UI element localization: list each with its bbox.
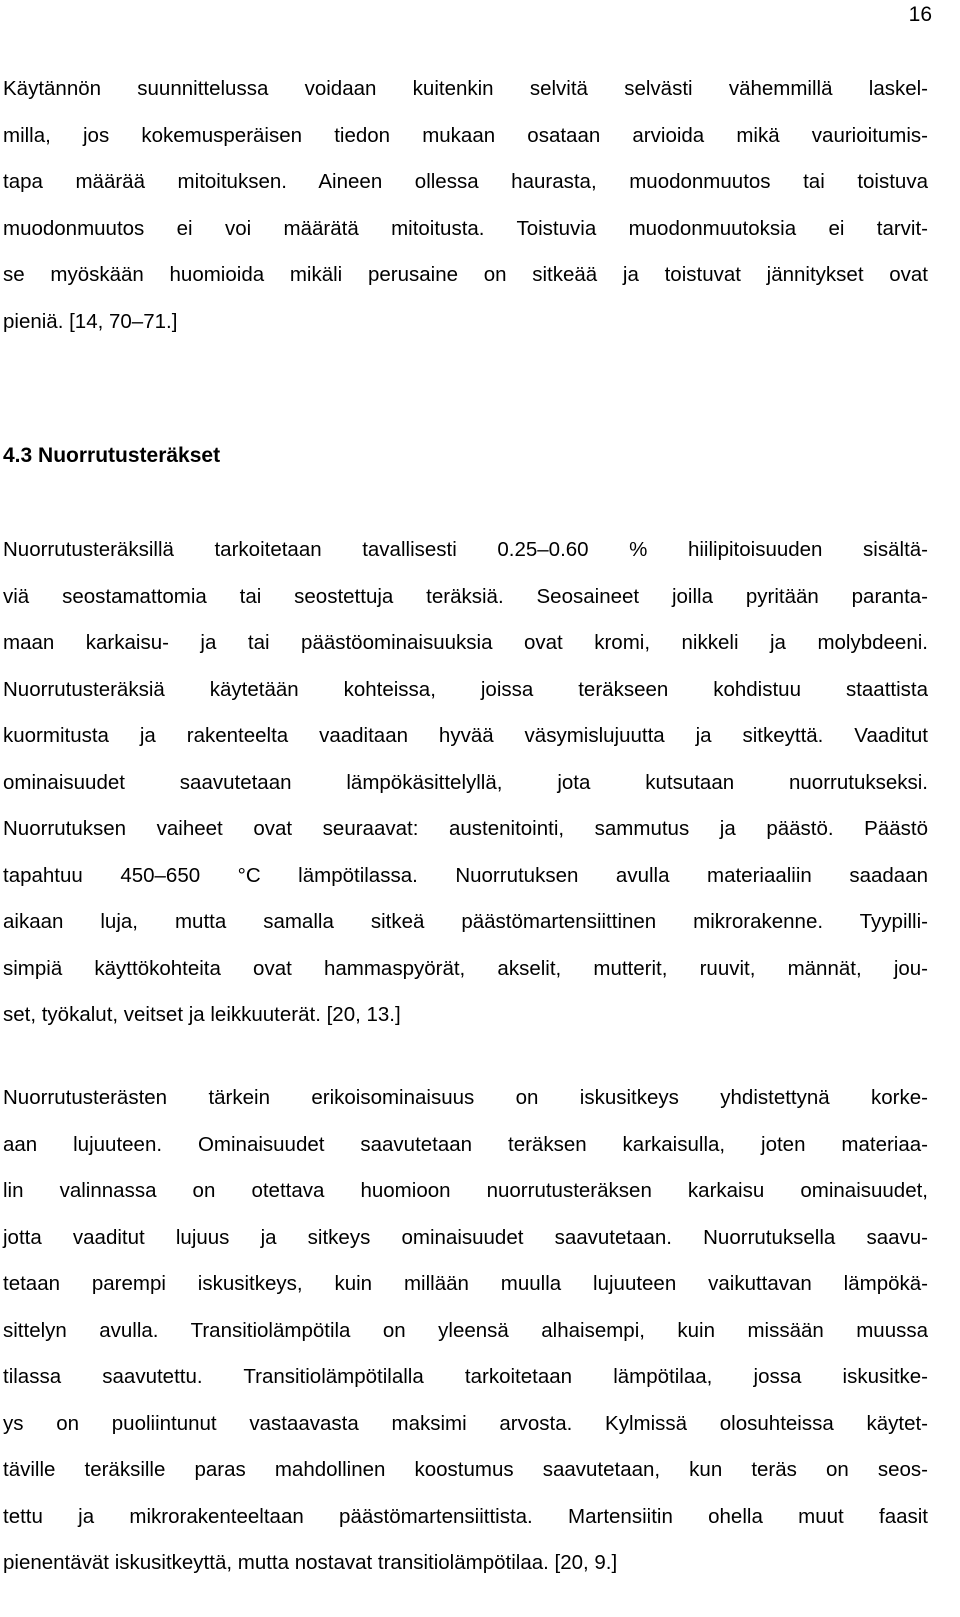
text-line: lin valinnassa on otettava huomioon nuorrutusteräksen karkaisu ominaisuudet,: [3, 1179, 928, 1202]
text-line: tetaan parempi iskusitkeys, kuin millään muulla lujuuteen vaikuttavan lämpökä-: [3, 1272, 928, 1295]
text-line: Nuorrutuksen vaiheet ovat seuraavat: austenitointi, sammutus ja päästö. Päästö: [3, 817, 928, 840]
text-line: tilassa saavutettu. Transitiolämpötilalla tarkoitetaan lämpötilaa, jossa iskusitke-: [3, 1365, 928, 1388]
text-line: pienentävät iskusitkeyttä, mutta nostavat transitiolämpötilaa. [20, 9.]: [3, 1551, 618, 1574]
text-line: tapahtuu 450–650 °C lämpötilassa. Nuorrutuksen avulla materiaaliin saadaan: [3, 863, 928, 887]
paragraph-design-practice: [3, 66, 928, 345]
text-line: set, työkalut, veitset ja leikkuuterät. [20, 13.]: [3, 1003, 401, 1026]
text-line: Nuorrutusteräksiä käytetään kohteissa, joissa teräkseen kohdistuu staattista: [3, 677, 928, 701]
text-line: muodonmuutos ei voi määrätä mitoitusta. Toistuvia muodonmuutoksia ei tarvit-: [3, 216, 928, 240]
paragraph-impact-toughness: [3, 1075, 928, 1587]
text-line: täville teräksille paras mahdollinen koostumus saavutetaan, kun teräs on seos-: [3, 1458, 928, 1481]
text-line: ys on puoliintunut vastaavasta maksimi arvosta. Kylmissä olosuhteissa käytet-: [3, 1411, 928, 1435]
text-line: tettu ja mikrorakenteeltaan päästömartensiittista. Martensiitin ohella muut faasit: [3, 1504, 928, 1528]
text-line: viä seostamattomia tai seostettuja teräksiä. Seosaineet joilla pyritään paranta-: [3, 584, 928, 608]
text-line: Nuorrutusterästen tärkein erikoisominaisuus on iskusitkeys yhdistettynä korke-: [3, 1086, 928, 1109]
text-line: Käytännön suunnittelussa voidaan kuitenkin selvitä selvästi vähemmillä laskel-: [3, 77, 928, 100]
text-line: milla, jos kokemusperäisen tiedon mukaan osataan arvioida mikä vaurioitumis-: [3, 123, 928, 147]
paragraph-quenched-steels: [3, 527, 928, 1039]
section-heading: 4.3 Nuorrutusteräkset: [3, 444, 221, 467]
text-line: se myöskään huomioida mikäli perusaine on sitkeää ja toistuvat jännitykset ovat: [3, 263, 928, 286]
text-line: aikaan luja, mutta samalla sitkeä päästömartensiittinen mikrorakenne. Tyypilli-: [3, 910, 928, 933]
text-line: pieniä. [14, 70–71.]: [3, 309, 178, 333]
text-line: jotta vaaditut lujuus ja sitkeys ominaisuudet saavutetaan. Nuorrutuksella saavu-: [3, 1225, 928, 1249]
text-line: Nuorrutusteräksillä tarkoitetaan tavallisesti 0.25–0.60 % hiilipitoisuuden sisältä-: [3, 538, 928, 561]
text-line: maan karkaisu- ja tai päästöominaisuuksia ovat kromi, nikkeli ja molybdeeni.: [3, 631, 928, 654]
text-line: kuormitusta ja rakenteelta vaaditaan hyvää väsymislujuutta ja sitkeyttä. Vaaditut: [3, 724, 928, 747]
text-line: simpiä käyttökohteita ovat hammaspyörät, akselit, mutterit, ruuvit, männät, jou-: [3, 956, 928, 980]
text-line: tapa määrää mitoituksen. Aineen ollessa haurasta, muodonmuutos tai toistuva: [3, 170, 928, 193]
text-line: sittelyn avulla. Transitiolämpötila on yleensä alhaisempi, kuin missään muussa: [3, 1318, 928, 1342]
page-number: 16: [908, 3, 932, 26]
text-line: aan lujuuteen. Ominaisuudet saavutetaan teräksen karkaisulla, joten materiaa-: [3, 1132, 928, 1156]
text-line: ominaisuudet saavutetaan lämpökäsittelyllä, jota kutsutaan nuorrutukseksi.: [3, 770, 928, 794]
